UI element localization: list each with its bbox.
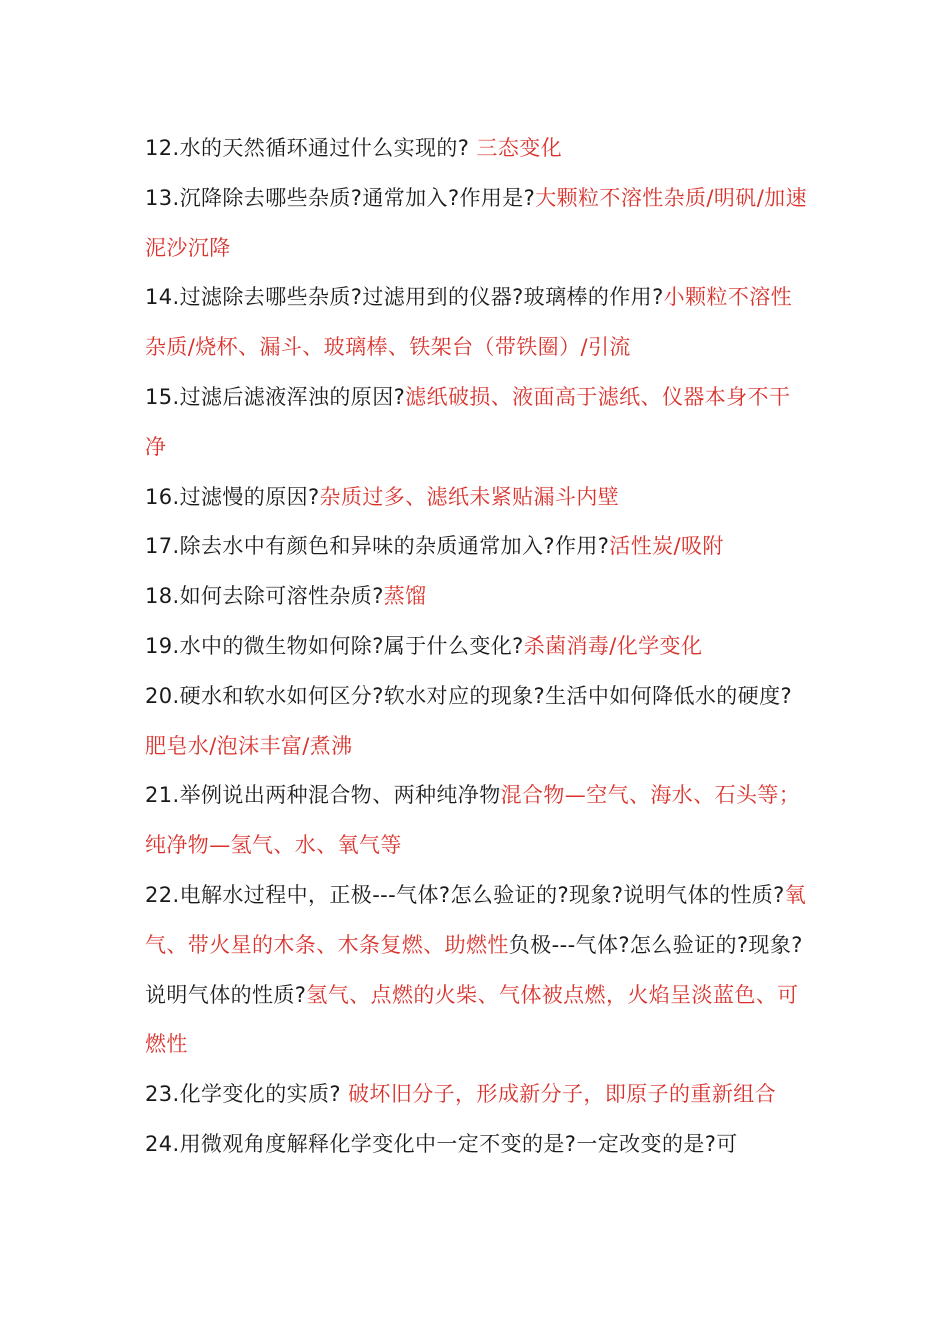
answer-text: 氧气、带火星的木条、木条复燃、助燃性 (145, 882, 807, 957)
question-24 (145, 1120, 810, 1170)
question-20 (145, 672, 810, 772)
question-text: 22.电解水过程中，正极---气体?怎么验证的?现象?说明气体的性质? (145, 882, 785, 907)
question-19 (145, 622, 810, 672)
answer-text: 混合物—空气、海水、石头等；纯净物—氢气、水、氧气等 (145, 783, 801, 858)
answer-text: 蒸馏 (383, 584, 427, 609)
question-list (145, 124, 810, 1170)
question-13 (145, 174, 810, 274)
answer-text: 三态变化 (476, 136, 563, 160)
question-text-part2: 负极---气体?怎么验证的?现象?说明气体的性质? (145, 932, 803, 1007)
question-text: 12.水的天然循环通过什么实现的? (145, 136, 477, 160)
question-14 (145, 273, 810, 373)
question-15 (145, 373, 810, 473)
question-text: 20.硬水和软水如何区分?软水对应的现象?生活中如何降低水的硬度? (145, 683, 793, 708)
question-16 (145, 473, 810, 523)
question-18 (145, 572, 810, 622)
answer-text: 大颗粒不溶性杂质/明矾/加速泥沙沉降 (145, 185, 807, 260)
question-22 (145, 871, 810, 1070)
answer-text: 杂质过多、滤纸未紧贴漏斗内壁 (319, 484, 620, 509)
question-text: 15.过滤后滤液浑浊的原因? (145, 384, 406, 409)
question-text: 14.过滤除去哪些杂质?过滤用到的仪器?玻璃棒的作用? (145, 285, 664, 310)
question-text: 16.过滤慢的原因? (145, 484, 320, 509)
answer-text: 滤纸破损、液面高于滤纸、仪器本身不干净 (145, 384, 791, 459)
question-text: 21.举例说出两种混合物、两种纯净物 (145, 783, 501, 808)
answer-text: 活性炭/吸附 (609, 534, 724, 559)
answer-text-part2: 氢气、点燃的火柴、气体被点燃，火焰呈淡蓝色、可燃性 (145, 982, 799, 1057)
question-text: 18.如何去除可溶性杂质? (145, 584, 384, 609)
question-text: 24.用微观角度解释化学变化中一定不变的是?一定改变的是?可 (145, 1131, 738, 1156)
question-12 (145, 124, 810, 174)
question-17 (145, 522, 810, 572)
answer-text: 杀菌消毒/化学变化 (523, 633, 703, 658)
question-text: 19.水中的微生物如何除?属于什么变化? (145, 633, 524, 658)
question-text: 17.除去水中有颜色和异味的杂质通常加入?作用? (145, 534, 610, 559)
answer-text: 破坏旧分子，形成新分子，即原子的重新组合 (348, 1082, 777, 1107)
question-23 (145, 1070, 810, 1120)
question-text: 23.化学变化的实质? (145, 1082, 349, 1107)
question-21 (145, 771, 810, 871)
question-text: 13.沉降除去哪些杂质?通常加入?作用是? (145, 185, 536, 210)
answer-text: 肥皂水/泡沫丰富/煮沸 (145, 733, 353, 758)
answer-text: 小颗粒不溶性杂质/烧杯、漏斗、玻璃棒、铁架台（带铁圈）/引流 (145, 285, 793, 360)
